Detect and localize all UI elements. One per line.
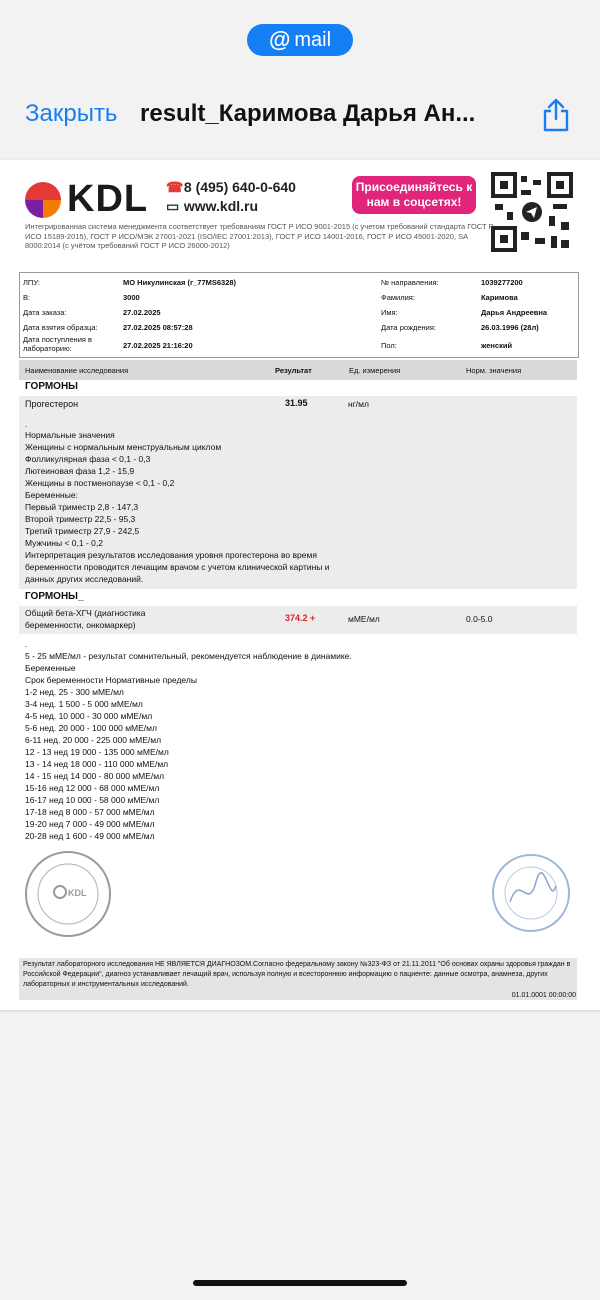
note-line: 12 - 13 нед 19 000 - 135 000 мМЕ/мл [25, 747, 169, 757]
mail-label: mail [294, 28, 332, 51]
qr-code [491, 172, 573, 252]
v-value: 3000 [123, 293, 140, 302]
hcg-unit: мМЕ/мл [348, 614, 380, 624]
note-line: данных других исследований. [25, 574, 144, 584]
footer-timestamp: 01.01.0001 00:00:00 [511, 992, 576, 999]
hcg-notes [25, 650, 425, 842]
lab-report-page [0, 160, 600, 1010]
progesterone-unit: нг/мл [348, 399, 369, 409]
note-line: Первый триместр 2,8 - 147,3 [25, 502, 139, 512]
section-title-hormones: ГОРМОНЫ [25, 381, 78, 392]
kdl-logo [25, 178, 148, 221]
note-line: Интерпретация результатов исследования уровня прогестерона во время [25, 550, 317, 560]
note-line: Третий триместр 27,9 - 242,5 [25, 526, 140, 536]
note-line: беременности проводится лечащим врачом с учетом клинической картины и [25, 562, 330, 572]
note-line: Срок беременности Нормативные пределы [25, 675, 197, 685]
iso-certification-note: Интегрированная система менеджмента соответствует требованиям ГОСТ Р ИСО 9001-2015 (с учетом требований стандарта ГОСТ Р ИСО 15189-2015), ГОСТ Р ИСО/МЭК 27001-2021 (ISO/IEC 27001:2013), ГОСТ Р ИСО 14001-2016, ГОСТ Р ИСО 45001-2020, SA 8000:2014 (с учётом требований ГОСТ Р ИСО 26000-2012) [25, 222, 494, 250]
progesterone-notes [25, 429, 355, 585]
hcg-norm: 0.0-5.0 [466, 614, 493, 624]
share-icon[interactable] [541, 98, 571, 132]
hcg-result: 374.2 + [285, 613, 316, 623]
patient-info-box [19, 272, 579, 358]
order-date-label: Дата заказа: [23, 308, 67, 317]
birth-value: 26.03.1996 (28л) [481, 323, 539, 332]
at-icon: @ [268, 27, 291, 52]
birth-label: Дата рождения: [381, 323, 436, 332]
col-unit-header: Ед. измерения [349, 366, 401, 375]
kdl-lab-stamp [24, 850, 112, 938]
progesterone-dot: . [25, 419, 28, 429]
sample-date-label: Дата взятия образца: [23, 323, 98, 332]
contact-block [166, 178, 296, 216]
phone-icon: ☎ [166, 179, 184, 195]
phone-number: 8 (495) 640-0-640 [183, 179, 296, 195]
note-line: 5 - 25 мМЕ/мл - результат сомнительный, рекомендуется наблюдение в динамике. [25, 651, 352, 661]
document-title: result_Каримова Дарья Ан... [140, 100, 476, 127]
received-date-label: Дата поступления в лабораторию: [23, 335, 93, 353]
surname-value: Каримова [481, 293, 518, 302]
close-button[interactable]: Закрыть [25, 100, 118, 127]
social-banner: Присоединяйтесь к нам в соцсетях! [352, 176, 476, 214]
lpu-label: ЛПУ: [23, 278, 40, 287]
name-label: Имя: [381, 308, 398, 317]
order-date-value: 27.02.2025 [123, 308, 161, 317]
note-line: 13 - 14 нед 18 000 - 110 000 мМЕ/мл [25, 759, 169, 769]
mail-app-badge[interactable] [247, 24, 353, 56]
hcg-test-name-line1: Общий бета-ХГЧ (диагностика [25, 608, 146, 618]
note-line: Мужчины < 0,1 - 0,2 [25, 538, 103, 548]
received-date-value: 27.02.2025 21:16:20 [123, 341, 193, 350]
direction-label: № направления: [381, 278, 439, 287]
col-name-header: Наименование исследования [25, 366, 129, 375]
sex-value: женский [481, 341, 513, 350]
doctor-stamp-signature [490, 852, 572, 934]
note-line: Женщины в постменопаузе < 0,1 - 0,2 [25, 478, 175, 488]
note-line: Лютеиновая фаза 1,2 - 15,9 [25, 466, 135, 476]
home-indicator[interactable] [193, 1280, 407, 1286]
note-line: 5-6 нед. 20 000 - 100 000 мМЕ/мл [25, 723, 157, 733]
note-line: 4-5 нед. 10 000 - 30 000 мМЕ/мл [25, 711, 153, 721]
progesterone-result: 31.95 [285, 398, 308, 408]
col-result-header: Результат [275, 366, 312, 375]
website: www.kdl.ru [183, 198, 259, 214]
surname-label: Фамилия: [381, 293, 415, 302]
note-line: Беременные [25, 663, 76, 673]
viewer-header [0, 0, 600, 150]
monitor-icon: ▭ [166, 198, 180, 214]
hcg-test-name-line2: беременности, онкомаркер) [25, 620, 136, 630]
note-line: Фолликулярная фаза < 0,1 - 0,3 [25, 454, 151, 464]
note-line: 1-2 нед. 25 - 300 мМЕ/мл [25, 687, 124, 697]
note-line: 15-16 нед 12 000 - 68 000 мМЕ/мл [25, 783, 160, 793]
results-table-header [19, 360, 577, 380]
note-line: Нормальные значения [25, 430, 115, 440]
sex-label: Пол: [381, 341, 397, 350]
kdl-logo-mark [25, 182, 61, 218]
note-line: Второй триместр 22,5 - 95,3 [25, 514, 136, 524]
note-line: Женщины с нормальным менструальным циклом [25, 442, 222, 452]
sample-date-value: 27.02.2025 08:57:28 [123, 323, 193, 332]
name-value: Дарья Андреевна [481, 308, 548, 317]
lpu-value: МО Никулинская (г_77MS6328) [123, 278, 237, 287]
col-norm-header: Норм. значения [466, 366, 522, 375]
hcg-dot: . [25, 639, 28, 649]
note-line: 20-28 нед 1 600 - 49 000 мМЕ/мл [25, 831, 155, 841]
svg-text:KDL: KDL [68, 888, 87, 898]
direction-value: 1039277200 [481, 278, 523, 287]
note-line: 14 - 15 нед 14 000 - 80 000 мМЕ/мл [25, 771, 165, 781]
v-label: В: [23, 293, 31, 302]
legal-disclaimer: Результат лабораторного исследования НЕ ЯВЛЯЕТСЯ ДИАГНОЗОМ.Согласно федеральному закону №323-ФЗ от 21.11.2011 "Об основах охраны здоровья граждан в Российской Федерации", диагноз устанавливает лечащий врач, используя полную и всестороннюю информацию о пациенте: данные осмотра, анамнеза, других лабораторных и инструментальных исследований. [19, 958, 577, 1000]
note-line: Беременные: [25, 490, 78, 500]
note-line: 16-17 нед 10 000 - 58 000 мМЕ/мл [25, 795, 160, 805]
note-line: 17-18 нед 8 000 - 57 000 мМЕ/мл [25, 807, 155, 817]
note-line: 3-4 нед. 1 500 - 5 000 мМЕ/мл [25, 699, 143, 709]
kdl-logo-text: KDL [67, 178, 149, 220]
note-line: 6-11 нед. 20 000 - 225 000 мМЕ/мл [25, 735, 162, 745]
section-title-hormones-2: ГОРМОНЫ_ [25, 591, 84, 602]
progesterone-test-name: Прогестерон [25, 399, 79, 409]
note-line: 19-20 нед 7 000 - 49 000 мМЕ/мл [25, 819, 155, 829]
